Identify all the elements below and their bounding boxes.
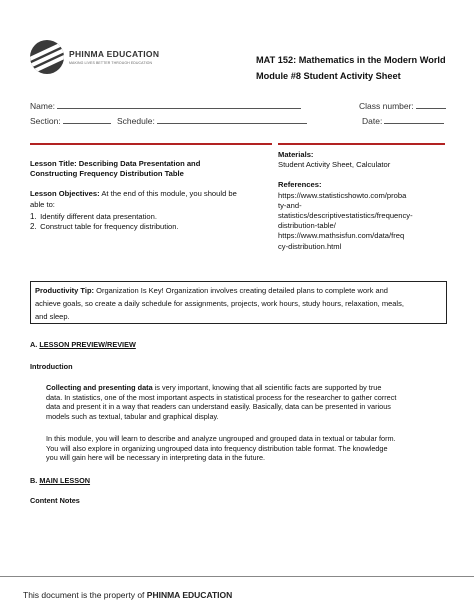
- p1-bold: Collecting and presenting data: [46, 383, 153, 392]
- references-label: References:: [278, 180, 322, 190]
- lesson-objectives: [30, 189, 256, 199]
- schedule-field[interactable]: [117, 116, 307, 126]
- p1-line2: data. In statistics, one of the most important aspects in statistical process for the researcher to gather correct: [46, 392, 397, 402]
- reference-line[interactable]: ty-and-: [278, 200, 302, 210]
- phinma-logo: [30, 40, 160, 80]
- section-b-title: MAIN LESSON: [39, 476, 91, 485]
- objectives-text1: At the end of this module, you should be: [99, 189, 237, 199]
- reference-line[interactable]: https://www.statisticshowto.com/proba: [278, 190, 407, 200]
- course-title: MAT 152: Mathematics in the Modern World: [256, 55, 446, 65]
- lesson-title-line1: Lesson Title: Describing Data Presentation and: [30, 159, 201, 168]
- class-number-label: Class number:: [359, 101, 414, 111]
- objectives-text2: able to:: [30, 199, 55, 209]
- date-label: Date:: [362, 116, 383, 126]
- reference-line[interactable]: statistics/descriptivestatistics/frequency-: [278, 211, 413, 221]
- module-title: Module #8 Student Activity Sheet: [256, 71, 401, 81]
- tip-line2: achieve goals, so create a daily schedule for assignments, projects, work hours, study hours, relaxation, meals,: [35, 299, 404, 308]
- p1-line3: data and present it in a way that readers can understand easily. Basically, data can be presented in various: [46, 402, 391, 412]
- footer: [23, 590, 232, 600]
- intro-paragraph-2: [30, 434, 450, 463]
- objective-item: [30, 222, 256, 232]
- tip-line3: and sleep.: [35, 312, 70, 321]
- objective-text: Construct table for frequency distribution.: [40, 222, 179, 232]
- section-b-heading: [30, 476, 450, 486]
- section-a-heading: [30, 340, 450, 350]
- materials-label: Materials:: [278, 150, 314, 159]
- class-number-line: [416, 101, 446, 109]
- p2-line2: You will also explore in organizing ungrouped data into frequency distribution table format. The knowledge: [46, 443, 388, 453]
- productivity-tip-box: [30, 281, 447, 324]
- schedule-line: [157, 116, 307, 124]
- p1-line4: models such as textual, tabular and graphical display.: [46, 411, 219, 421]
- intro-paragraph-1: [30, 383, 450, 421]
- logo-name: PHINMA EDUCATION: [69, 49, 160, 59]
- date-line: [384, 116, 444, 124]
- divider-right: [278, 143, 445, 145]
- objective-item: [30, 212, 256, 222]
- section-line: [63, 116, 111, 124]
- objective-number: 2.: [30, 222, 37, 232]
- p2-line1: In this module, you will learn to describe and analyze ungrouped and grouped data in textual or tabular form.: [46, 434, 396, 443]
- section-a-letter: A.: [30, 340, 38, 349]
- divider-left: [30, 143, 272, 145]
- materials-text: Student Activity Sheet, Calculator: [278, 160, 391, 170]
- name-line: [57, 101, 301, 109]
- content-notes-heading: Content Notes: [30, 496, 80, 505]
- reference-line[interactable]: cy-distribution.html: [278, 241, 342, 251]
- objective-text: Identify different data presentation.: [40, 211, 157, 221]
- section-a-title: LESSON PREVIEW/REVIEW: [39, 340, 136, 349]
- materials-info: [278, 150, 454, 252]
- tip-line1: Organization Is Key! Organization involves creating detailed plans to complete work and: [94, 286, 388, 295]
- reference-line[interactable]: distribution-table/: [278, 221, 336, 231]
- objectives-label: Lesson Objectives:: [30, 189, 100, 199]
- lesson-title-line2: Constructing Frequency Distribution Table: [30, 169, 184, 179]
- name-field[interactable]: [30, 101, 301, 111]
- section-field[interactable]: [30, 116, 111, 126]
- reference-line[interactable]: https://www.mathsisfun.com/data/freq: [278, 231, 405, 241]
- objective-number: 1.: [30, 211, 37, 221]
- footer-divider: [0, 576, 474, 577]
- tip-label: Productivity Tip:: [35, 286, 95, 295]
- class-number-field[interactable]: [359, 101, 446, 111]
- lesson-info: [30, 159, 256, 232]
- section-label: Section:: [30, 116, 61, 126]
- objectives-list: [30, 212, 256, 232]
- p1-line1: is very important, knowing that all scientific facts are supported by true: [152, 383, 382, 392]
- logo-emblem-icon: [30, 40, 64, 74]
- name-label: Name:: [30, 101, 56, 111]
- introduction-heading: Introduction: [30, 362, 73, 371]
- section-b-letter: B.: [30, 476, 38, 485]
- schedule-label: Schedule:: [117, 116, 155, 126]
- footer-text: This document is the property of: [23, 590, 147, 600]
- date-field[interactable]: [362, 116, 444, 126]
- logo-tagline: MAKING LIVES BETTER THROUGH EDUCATION: [69, 61, 153, 65]
- p2-line3: you will gain here will be necessary in interpreting data in the future.: [46, 453, 266, 463]
- footer-brand: PHINMA EDUCATION: [146, 590, 233, 600]
